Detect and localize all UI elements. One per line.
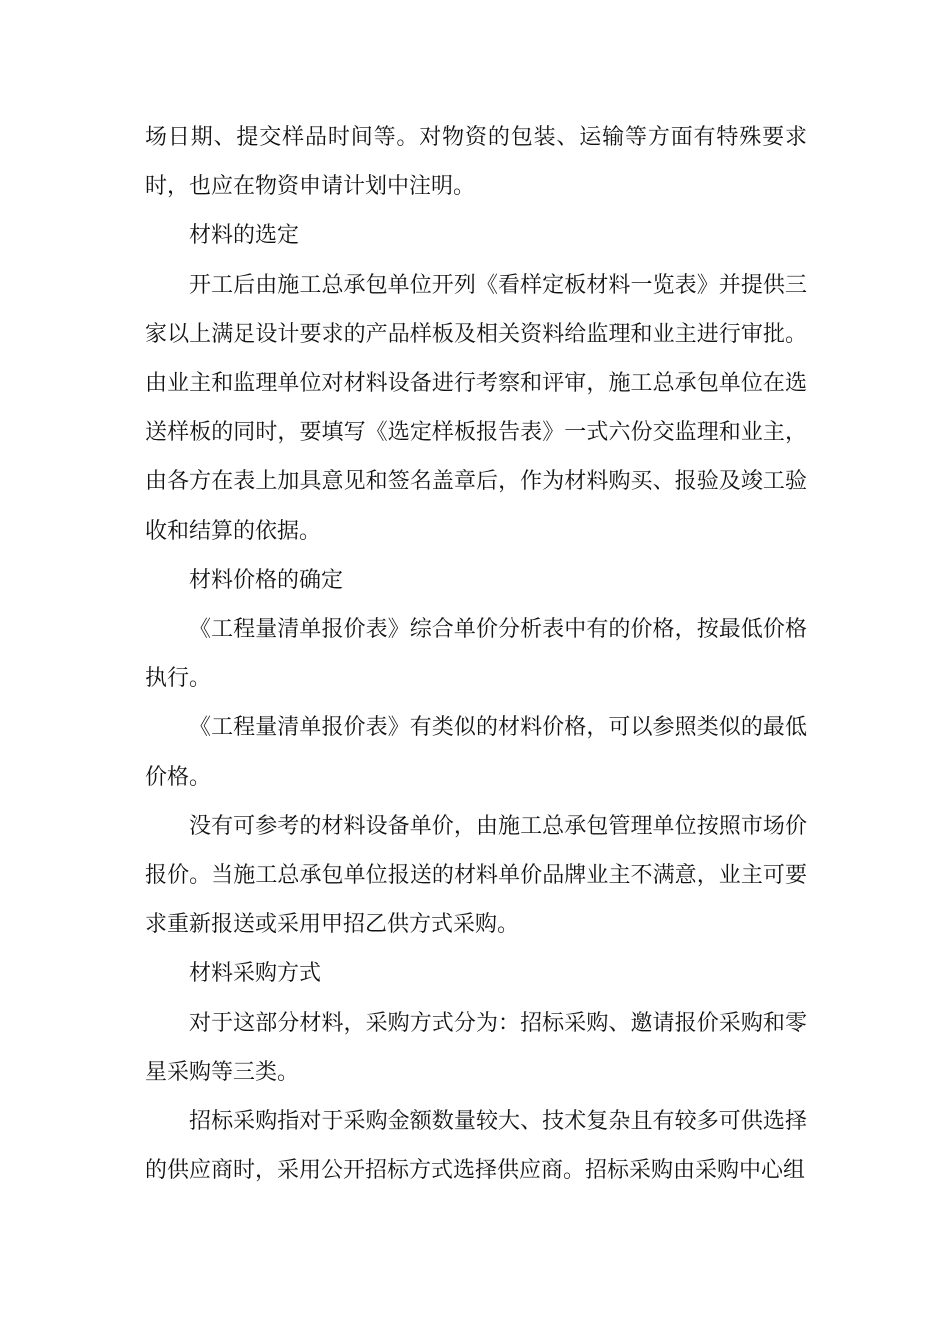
section-heading-material-selection: 材料的选定 bbox=[189, 223, 300, 249]
document-body bbox=[145, 113, 807, 1195]
paragraph-material-selection: 开工后由施工总承包单位开列《看样定板材料一览表》并提供三家以上满足设计要求的产品样板及相关资料给监理和业主进行审批。由业主和监理单位对材料设备进行考察和评审，施工总承包单位在选送样板的同时，要填写《选定样板报告表》一式六份交监理和业主，由各方在表上加具意见和签名盖章后，作为材料购买、报验及竣工验收和结算的依据。 bbox=[145, 272, 807, 544]
section-heading-material-price: 材料价格的确定 bbox=[189, 567, 344, 593]
paragraph-price-rule-2: 《工程量清单报价表》有类似的材料价格，可以参照类似的最低价格。 bbox=[145, 715, 807, 790]
paragraph-price-rule-1: 《工程量清单报价表》综合单价分析表中有的价格，按最低价格执行。 bbox=[145, 617, 807, 692]
paragraph-procurement-types: 对于这部分材料，采购方式分为：招标采购、邀请报价采购和零星采购等三类。 bbox=[145, 1010, 807, 1085]
paragraph-continuation: 场日期、提交样品时间等。对物资的包装、运输等方面有特殊要求时，也应在物资申请计划中注明。 bbox=[145, 125, 807, 200]
paragraph-tender-procurement: 招标采购指对于采购金额数量较大、技术复杂且有较多可供选择的供应商时，采用公开招标方式选择供应商。招标采购由采购中心组 bbox=[145, 1109, 807, 1184]
section-heading-procurement-method: 材料采购方式 bbox=[189, 961, 322, 987]
paragraph-price-rule-3: 没有可参考的材料设备单价，由施工总承包管理单位按照市场价报价。当施工总承包单位报送的材料单价品牌业主不满意，业主可要求重新报送或采用甲招乙供方式采购。 bbox=[145, 813, 807, 938]
